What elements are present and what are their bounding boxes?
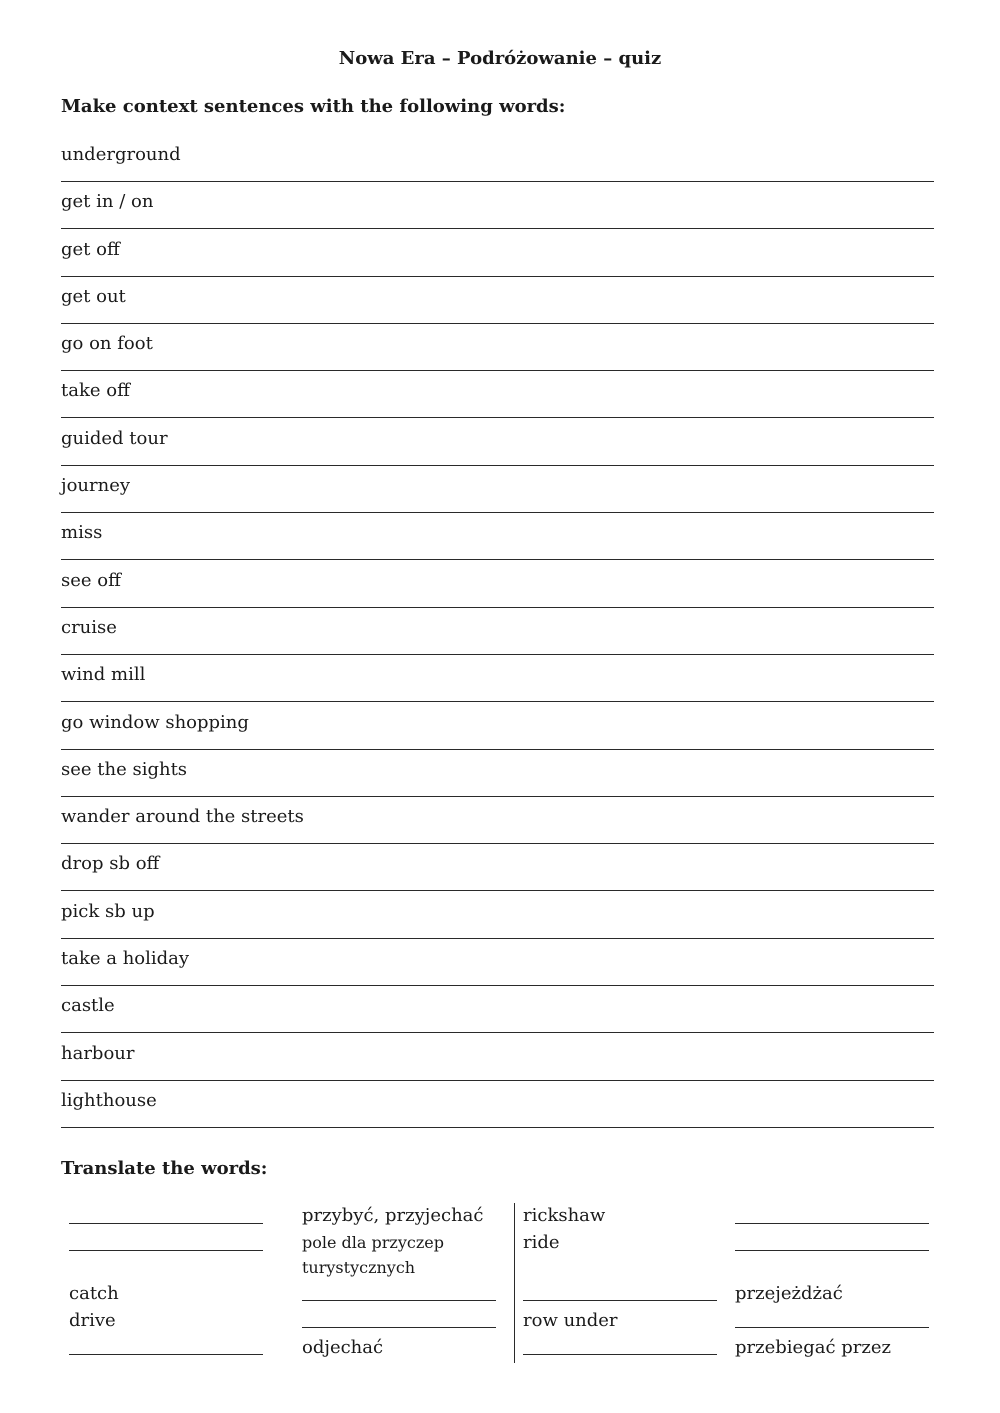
translate-polish: przejeżdżać	[735, 1283, 843, 1304]
word-item	[61, 662, 934, 709]
word-item	[61, 142, 934, 189]
word-item	[61, 331, 934, 378]
word-item	[61, 473, 934, 520]
word-item	[61, 899, 934, 946]
translation-blank[interactable]	[523, 1354, 717, 1355]
answer-line[interactable]	[61, 796, 934, 797]
translation-blank[interactable]	[69, 1354, 263, 1355]
translation-blank[interactable]	[523, 1300, 717, 1301]
translation-blank[interactable]	[735, 1250, 929, 1251]
answer-line[interactable]	[61, 465, 934, 466]
word-label: drop sb off	[61, 853, 160, 875]
answer-line[interactable]	[61, 559, 934, 560]
translation-blank[interactable]	[735, 1223, 929, 1224]
translate-polish: pole dla przyczep	[302, 1233, 444, 1252]
translate-english: rickshaw	[523, 1205, 606, 1226]
translate-polish: turystycznych	[302, 1258, 416, 1277]
answer-line[interactable]	[61, 890, 934, 891]
word-label: cruise	[61, 616, 117, 638]
translate-english: row under	[523, 1310, 618, 1331]
answer-line[interactable]	[61, 276, 934, 277]
word-item	[61, 1088, 934, 1135]
answer-line[interactable]	[61, 654, 934, 655]
word-item	[61, 284, 934, 331]
word-label: wind mill	[61, 664, 146, 686]
word-label: see the sights	[61, 758, 188, 780]
word-list	[61, 142, 934, 1135]
word-label: go window shopping	[61, 711, 249, 733]
translate-english: drive	[69, 1310, 116, 1331]
word-label: take off	[61, 380, 130, 402]
word-item	[61, 378, 934, 425]
word-item	[61, 568, 934, 615]
word-item	[61, 993, 934, 1040]
translate-polish: przebiegać przez	[735, 1337, 891, 1358]
page-title: Nowa Era – Podróżowanie – quiz	[338, 48, 662, 69]
word-label: harbour	[61, 1042, 135, 1064]
translation-blank[interactable]	[69, 1223, 263, 1224]
word-item	[61, 851, 934, 898]
word-label: miss	[61, 522, 103, 544]
word-label: get in / on	[61, 191, 154, 213]
word-label: underground	[61, 144, 181, 165]
word-label: journey	[61, 475, 131, 497]
word-item	[61, 426, 934, 473]
answer-line[interactable]	[61, 1080, 934, 1081]
answer-line[interactable]	[61, 417, 934, 418]
answer-line[interactable]	[61, 701, 934, 702]
answer-line[interactable]	[61, 1032, 934, 1033]
word-item	[61, 757, 934, 804]
translate-heading: Translate the words:	[61, 1158, 268, 1179]
word-label: wander around the streets	[61, 806, 304, 828]
translate-polish: przybyć, przyjechać	[302, 1205, 484, 1226]
word-label: pick sb up	[61, 900, 155, 922]
column-divider	[514, 1203, 515, 1363]
translate-english: ride	[523, 1232, 560, 1253]
word-item	[61, 615, 934, 662]
answer-line[interactable]	[61, 181, 934, 182]
answer-line[interactable]	[61, 985, 934, 986]
answer-line[interactable]	[61, 938, 934, 939]
answer-line[interactable]	[61, 1127, 934, 1128]
word-label: go on foot	[61, 333, 153, 355]
answer-line[interactable]	[61, 843, 934, 844]
translation-blank[interactable]	[69, 1250, 263, 1251]
answer-line[interactable]	[61, 749, 934, 750]
translate-table	[69, 1203, 931, 1363]
word-label: take a holiday	[61, 948, 190, 970]
answer-line[interactable]	[61, 323, 934, 324]
instruction-heading: Make context sentences with the following words:	[61, 96, 566, 117]
word-item	[61, 804, 934, 851]
word-item	[61, 520, 934, 567]
word-item	[61, 189, 934, 236]
word-label: get out	[61, 285, 126, 307]
word-label: lighthouse	[61, 1089, 157, 1111]
translation-blank[interactable]	[302, 1327, 496, 1328]
translation-blank[interactable]	[735, 1327, 929, 1328]
word-label: see off	[61, 569, 121, 591]
word-item	[61, 1041, 934, 1088]
answer-line[interactable]	[61, 512, 934, 513]
word-label: guided tour	[61, 427, 168, 449]
translate-english: catch	[69, 1283, 119, 1304]
word-label: castle	[61, 995, 115, 1017]
word-item	[61, 710, 934, 757]
answer-line[interactable]	[61, 228, 934, 229]
answer-line[interactable]	[61, 607, 934, 608]
answer-line[interactable]	[61, 370, 934, 371]
word-item	[61, 237, 934, 284]
translate-polish: odjechać	[302, 1337, 384, 1358]
translation-blank[interactable]	[302, 1300, 496, 1301]
word-item	[61, 946, 934, 993]
word-label: get off	[61, 238, 120, 260]
